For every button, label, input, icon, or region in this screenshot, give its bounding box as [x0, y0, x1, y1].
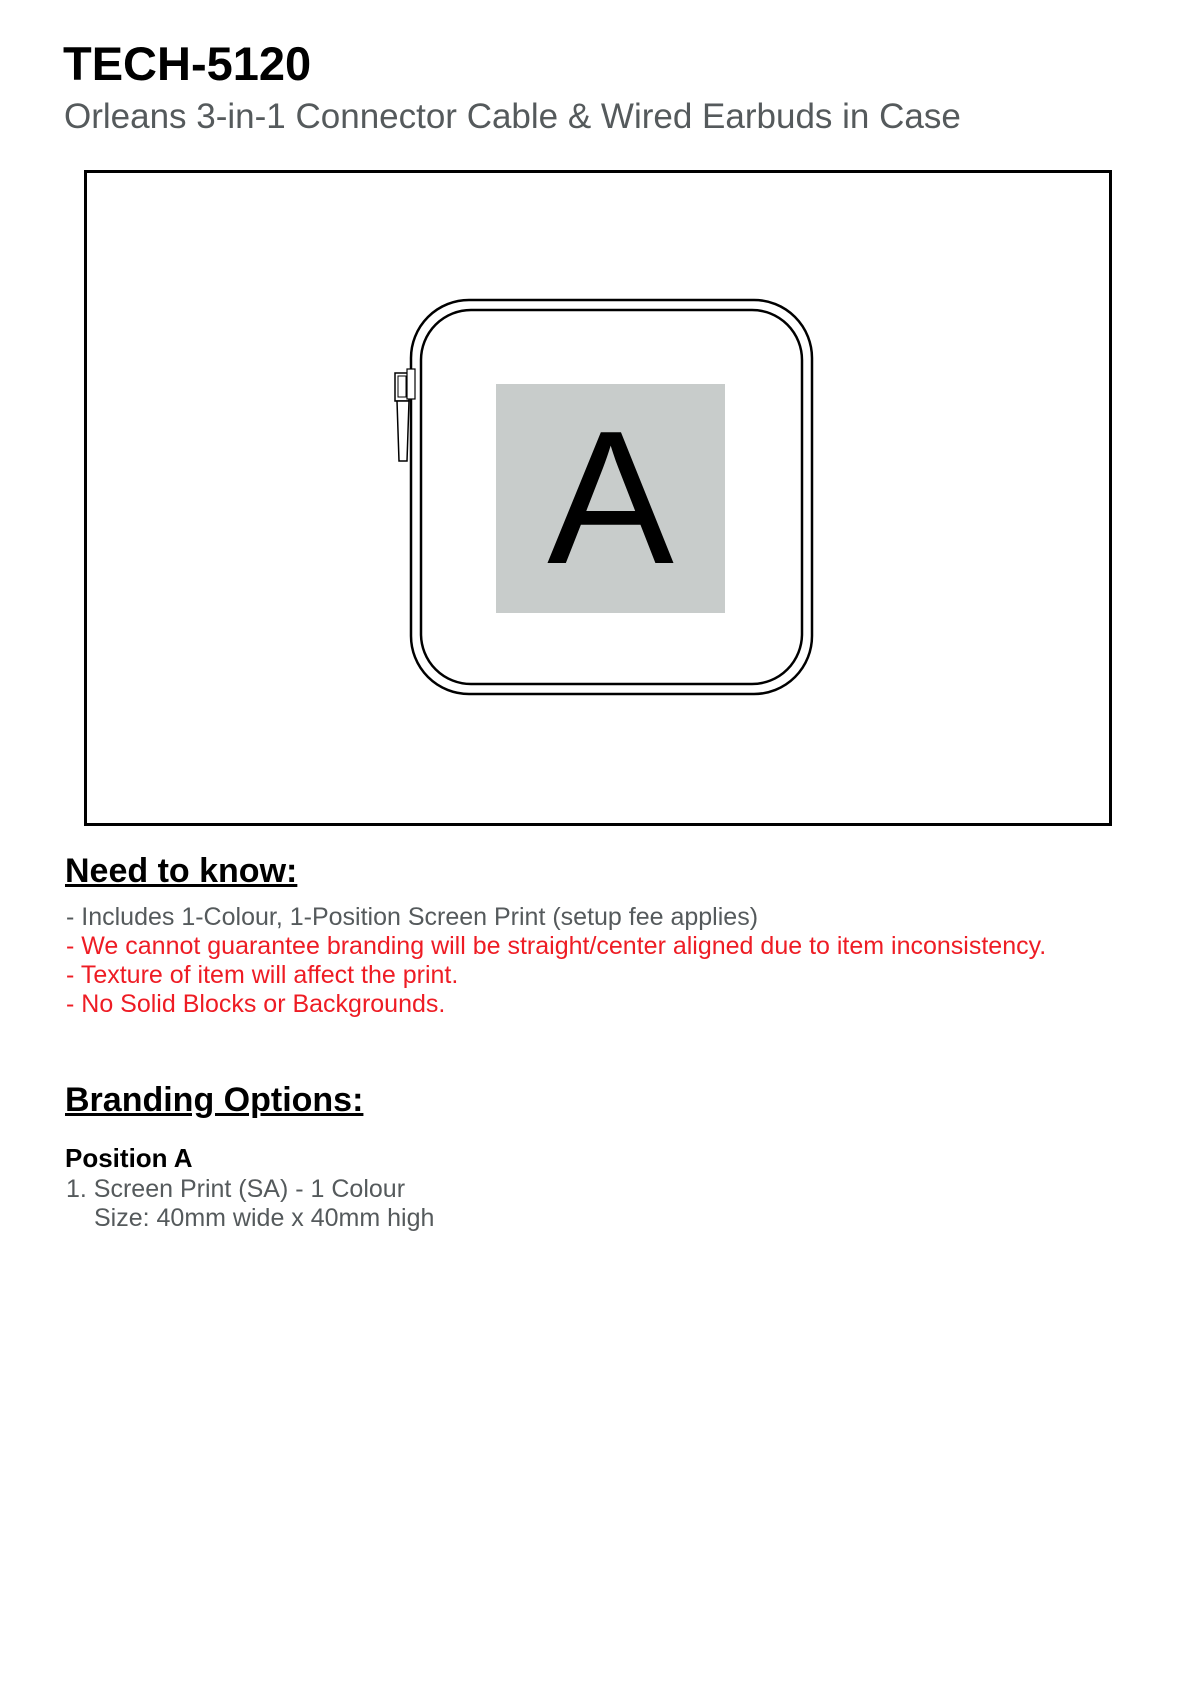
list-item: - Texture of item will affect the print.: [66, 961, 459, 989]
need-to-know-heading: Need to know:: [65, 852, 298, 890]
position-a-size: Size: 40mm wide x 40mm high: [94, 1204, 435, 1232]
position-label: A: [547, 392, 674, 604]
product-name: Orleans 3-in-1 Connector Cable & Wired Earbuds in Case: [64, 97, 961, 136]
list-item: - No Solid Blocks or Backgrounds.: [66, 990, 446, 1018]
product-figure: [84, 170, 1112, 826]
branding-options-heading: Branding Options:: [65, 1081, 364, 1119]
list-item: - Includes 1-Colour, 1-Position Screen Print (setup fee applies): [66, 903, 759, 931]
position-a-title: Position A: [65, 1143, 193, 1173]
zipper-case-outline-icon: [87, 173, 1109, 823]
product-code: TECH-5120: [63, 37, 312, 90]
position-a-method: 1. Screen Print (SA) - 1 Colour: [66, 1175, 406, 1203]
need-to-know-list: [66, 903, 1046, 1019]
list-item: - We cannot guarantee branding will be straight/center aligned due to item inconsistency.: [66, 932, 1047, 960]
